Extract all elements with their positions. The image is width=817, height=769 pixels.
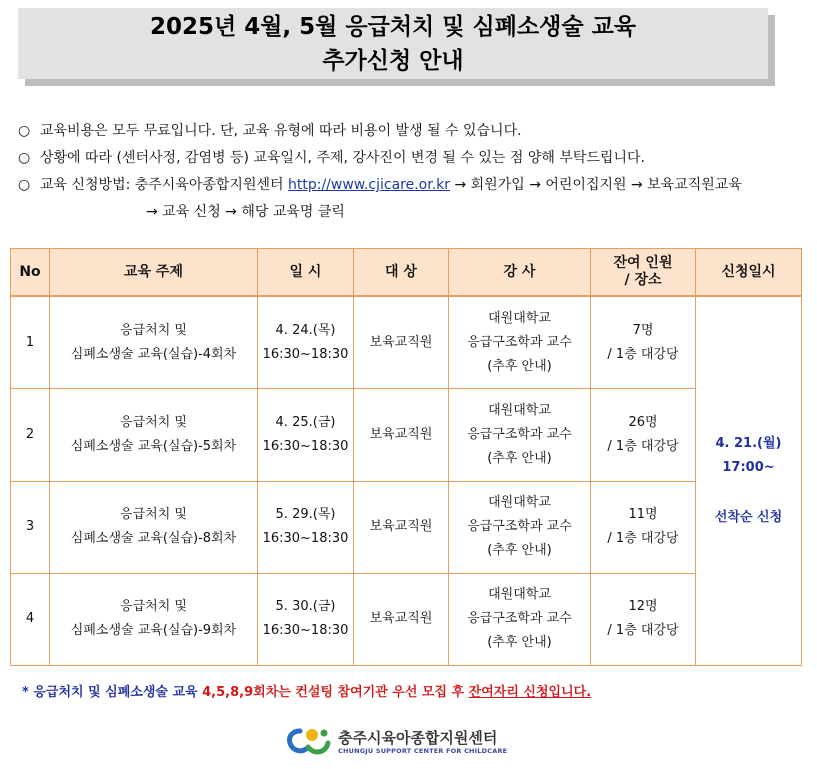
row-topic (50, 389, 258, 481)
header-seats (591, 249, 696, 297)
notice-list (18, 118, 813, 226)
notice-item-change (18, 145, 813, 172)
apply-method-steps: → 회원가입 → 어린이집지원 → 보육교직원교육 (454, 177, 742, 193)
row-instructor (449, 481, 591, 573)
apply-time: 17:00~ (722, 460, 775, 475)
row-date: 5. 29.(목) (275, 507, 336, 523)
row-seats (591, 481, 696, 573)
row-topic (50, 296, 258, 389)
row-target: 보육교직원 (354, 389, 449, 481)
logo-text (338, 729, 507, 756)
table-row (11, 389, 802, 481)
footnote (22, 681, 591, 700)
row-time: 16:30~18:30 (262, 438, 349, 454)
topic-line2: 심폐소생술 교육(실습)-9회차 (70, 623, 237, 639)
topic-line2: 심폐소생술 교육(실습)-4회차 (70, 346, 237, 362)
instructor-line2: 응급구조학과 교수 (467, 611, 572, 627)
row-no: 3 (11, 481, 50, 573)
notice-text-fee: 교육비용은 모두 무료입니다. 단, 교육 유형에 따라 비용이 발생 될 수 있습니다. (40, 123, 522, 139)
row-no: 4 (11, 573, 50, 665)
footnote-part2: 4,5,8,9회차는 컨설팅 참여기관 우선 모집 후 (202, 685, 465, 700)
center-logo (286, 722, 507, 762)
seats-place: / 1층 대강당 (607, 531, 679, 547)
apply-method-steps-2: → 교육 신청 → 해당 교육명 클릭 (146, 204, 345, 220)
topic-line1: 응급처치 및 (120, 414, 187, 430)
header-apply: 신청일시 (696, 249, 802, 297)
row-topic (50, 573, 258, 665)
row-target: 보육교직원 (354, 481, 449, 573)
seats-count: 11명 (628, 507, 658, 523)
row-time: 16:30~18:30 (262, 531, 349, 547)
row-instructor (449, 573, 591, 665)
seats-count: 7명 (632, 322, 654, 338)
table-row (11, 296, 802, 389)
title-line-2: 추가신청 안내 (322, 47, 464, 74)
topic-line2: 심폐소생술 교육(실습)-8회차 (70, 531, 237, 547)
notice-item-fee (18, 118, 813, 145)
apply-spacer (696, 480, 801, 506)
row-no: 1 (11, 296, 50, 389)
row-target: 보육교직원 (354, 296, 449, 389)
instructor-line1: 대원대학교 (488, 587, 551, 603)
footnote-part3: 잔여자리 신청입니다. (468, 685, 592, 700)
topic-line1: 응급처치 및 (120, 322, 187, 338)
topic-line1: 응급처치 및 (120, 599, 187, 615)
header-instructor: 강 사 (449, 249, 591, 297)
instructor-line3: (추후 안내) (487, 635, 552, 651)
center-website-link[interactable]: http://www.cjicare.or.kr (287, 177, 451, 193)
table-header-row (11, 249, 802, 297)
seats-count: 12명 (628, 599, 658, 615)
apply-date: 4. 21.(월) (715, 436, 782, 451)
row-date: 5. 30.(금) (275, 599, 336, 615)
title-line-1: 2025년 4월, 5월 응급처치 및 심폐소생술 교육 (149, 13, 637, 40)
row-seats (591, 573, 696, 665)
row-seats (591, 296, 696, 389)
instructor-line2: 응급구조학과 교수 (467, 334, 572, 350)
title-banner (18, 8, 775, 86)
row-seats (591, 389, 696, 481)
instructor-line3: (추후 안내) (487, 450, 552, 466)
topic-line1: 응급처치 및 (120, 507, 187, 523)
row-time: 16:30~18:30 (262, 623, 349, 639)
row-no: 2 (11, 389, 50, 481)
instructor-line2: 응급구조학과 교수 (467, 426, 572, 442)
row-time: 16:30~18:30 (262, 346, 349, 362)
row-datetime (258, 389, 354, 481)
instructor-line3: (추후 안내) (487, 358, 552, 374)
footnote-part1: * 응급처치 및 심폐소생술 교육 (22, 685, 198, 700)
childcare-center-logo-icon (286, 725, 332, 759)
bullet-circle-icon: ○ (18, 123, 31, 139)
bullet-circle-icon: ○ (18, 150, 31, 166)
header-no: No (11, 249, 50, 297)
bullet-circle-icon: ○ (18, 177, 31, 193)
row-date: 4. 24.(목) (275, 322, 336, 338)
row-target: 보육교직원 (354, 573, 449, 665)
row-datetime (258, 481, 354, 573)
instructor-line3: (추후 안내) (487, 543, 552, 559)
header-target: 대 상 (354, 249, 449, 297)
notice-text-change: 상황에 따라 (센터사정, 감염병 등) 교육일시, 주제, 강사진이 변경 될 수 있는 점 양해 부탁드립니다. (40, 150, 645, 166)
header-seats-line1: 잔여 인원 (613, 255, 673, 271)
row-datetime (258, 296, 354, 389)
instructor-line1: 대원대학교 (488, 310, 551, 326)
logo-english: CHUNGJU SUPPORT CENTER FOR CHILDCARE (338, 746, 508, 755)
apply-method-prefix: 교육 신청방법: 충주시육아종합지원센터 (40, 177, 284, 193)
header-seats-line2: / 장소 (624, 272, 662, 288)
apply-datetime-cell (696, 296, 802, 666)
topic-line2: 심폐소생술 교육(실습)-5회차 (70, 438, 237, 454)
header-datetime: 일 시 (258, 249, 354, 297)
row-datetime (258, 573, 354, 665)
row-date: 4. 25.(금) (275, 414, 336, 430)
title-box (18, 8, 768, 79)
table-row (11, 573, 802, 665)
seats-place: / 1층 대강당 (607, 623, 679, 639)
table-row (11, 481, 802, 573)
instructor-line1: 대원대학교 (488, 495, 551, 511)
instructor-line2: 응급구조학과 교수 (467, 519, 572, 535)
row-topic (50, 481, 258, 573)
education-schedule-table (10, 248, 802, 666)
notice-item-apply-method-cont (18, 199, 813, 226)
header-topic: 교육 주제 (50, 249, 258, 297)
notice-item-apply-method (18, 172, 813, 199)
apply-method: 선착순 신청 (714, 510, 783, 525)
row-instructor (449, 296, 591, 389)
logo-name: 충주시육아종합지원센터 (338, 728, 498, 747)
seats-count: 26명 (628, 414, 658, 430)
instructor-line1: 대원대학교 (488, 402, 551, 418)
row-instructor (449, 389, 591, 481)
seats-place: / 1층 대강당 (607, 438, 679, 454)
seats-place: / 1층 대강당 (607, 346, 679, 362)
